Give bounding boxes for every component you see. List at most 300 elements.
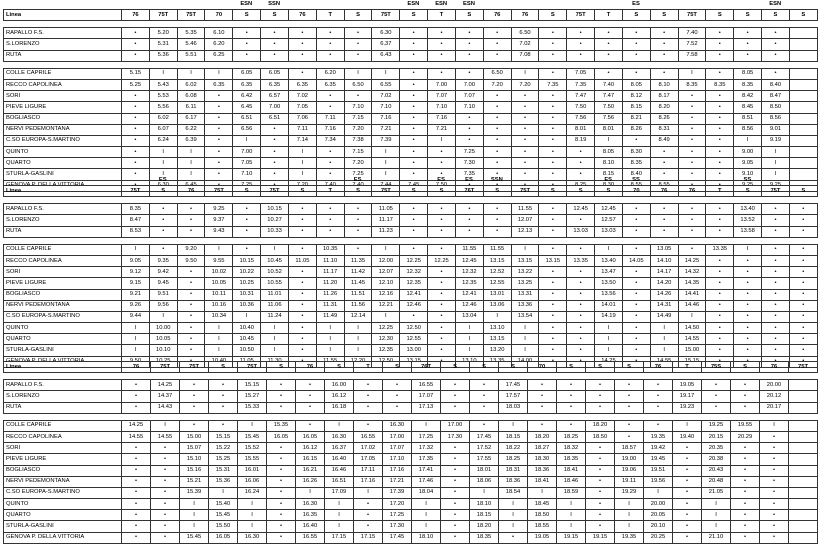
departure-time: 12.45 [567,204,595,215]
departure-time: • [678,226,706,237]
departure-time: • [149,244,177,255]
departure-time: • [567,244,595,255]
departure-time: 16.21 [296,465,325,476]
column-header: S [762,10,790,21]
departure-time: 6.10 [205,28,233,39]
column-header: 75T [238,362,267,373]
departure-time: I [511,244,539,255]
departure-time: 8.35 [706,79,734,90]
departure-time: • [455,28,483,39]
column-header: S [441,362,470,373]
departure-time: 13.35 [706,244,734,255]
departure-time: • [678,102,706,113]
departure-time: 18.59 [557,487,586,498]
departure-time: 7.20 [288,180,316,191]
departure-time: • [177,356,205,367]
column-header: 75S [702,362,731,373]
departure-time: I [261,323,289,334]
departure-time: 7.06 [288,113,316,124]
departure-time: • [622,244,650,255]
column-header: 75T [122,186,150,197]
column-header: S [650,10,678,21]
departure-time: • [470,420,499,431]
stop-name: S.LORENZO [4,391,122,402]
departure-time: 8.26 [622,124,650,135]
departure-time: • [205,124,233,135]
departure-time: I [238,521,267,532]
departure-time: 13.31 [511,289,539,300]
group-separator [4,197,818,204]
departure-time [789,454,818,465]
stop-name: C.SO EUROPA-S.MARTINO [4,135,122,146]
departure-time: I [238,499,267,510]
departure-time: 7.21 [372,124,400,135]
departure-time: 10.16 [205,300,233,311]
departure-time: 6.11 [177,102,205,113]
departure-time: • [557,420,586,431]
column-header: 75T [151,362,180,373]
departure-time: • [288,215,316,226]
departure-time: 6.02 [177,79,205,90]
column-header: S [233,186,261,197]
departure-time: I [354,487,383,498]
departure-time: • [122,487,151,498]
stop-name: QUINTO [4,499,122,510]
departure-time: 10.22 [233,267,261,278]
departure-time: • [177,226,205,237]
departure-time: • [344,244,372,255]
departure-time: • [511,91,539,102]
departure-time: I [650,334,678,345]
departure-time: 12.45 [455,255,483,266]
departure-time: 10.00 [149,323,177,334]
departure-time: • [288,334,316,345]
departure-time: I [455,345,483,356]
departure-time: 12.50 [400,323,428,334]
departure-time: • [622,334,650,345]
departure-time: • [678,124,706,135]
departure-time: • [205,102,233,113]
departure-time: 7.05 [288,102,316,113]
departure-time: I [205,323,233,334]
departure-time: 15.16 [180,465,209,476]
departure-time: • [789,311,817,322]
departure-time: 16.40 [296,521,325,532]
table-row [4,510,818,521]
departure-time: I [595,135,623,146]
departure-time: • [678,180,706,191]
departure-time: • [762,323,790,334]
departure-time: • [383,391,412,402]
service-tag: ES [158,177,167,183]
departure-time: • [706,50,734,61]
departure-time: I [615,499,644,510]
departure-time: • [428,39,456,50]
departure-time: 15.35 [267,420,296,431]
departure-time: • [595,68,623,79]
departure-time: I [595,244,623,255]
departure-time: 18.46 [557,476,586,487]
departure-time: 17.45 [470,431,499,442]
column-header: S [261,10,289,21]
departure-time: 18.10 [412,532,441,543]
departure-time: • [511,147,539,158]
departure-time: • [180,402,209,413]
departure-time: 8.19 [567,135,595,146]
departure-time: 20.17 [760,402,789,413]
departure-time: 7.40 [678,28,706,39]
departure-time: • [344,28,372,39]
departure-time: 14.41 [678,289,706,300]
departure-time: • [267,443,296,454]
departure-time: • [267,510,296,521]
departure-time: 7.21 [428,124,456,135]
departure-time: I [180,510,209,521]
departure-time: 14.55 [151,431,180,442]
departure-time: • [316,39,344,50]
departure-time: • [344,50,372,61]
departure-time: I [702,510,731,521]
departure-time: 8.40 [622,169,650,180]
departure-time: 14.55 [678,334,706,345]
departure-time: • [762,278,790,289]
departure-time: 19.00 [615,454,644,465]
column-header: 75T [511,186,539,197]
stop-name: STURLA-GASLINI [4,345,122,356]
departure-time: I [678,311,706,322]
departure-time: • [789,226,817,237]
departure-time: • [567,169,595,180]
departure-time: 21.10 [702,532,731,543]
departure-time: • [760,532,789,543]
table-row [4,28,818,39]
column-header: S [789,10,817,21]
column-header: S [499,362,528,373]
departure-time: 20.48 [702,476,731,487]
departure-time: • [122,465,151,476]
departure-time: 8.49 [650,135,678,146]
departure-time: • [734,356,762,367]
departure-time: 7.10 [233,169,261,180]
departure-time: 16.37 [325,443,354,454]
departure-time [789,124,817,135]
departure-time: 8.30 [595,180,623,191]
departure-time: • [428,28,456,39]
departure-time: 11.10 [316,255,344,266]
departure-time: I [205,68,233,79]
departure-time: • [762,334,790,345]
departure-time: • [567,215,595,226]
departure-time: 9.01 [762,124,790,135]
departure-time: 17.20 [383,499,412,510]
departure-time: I [412,420,441,431]
departure-time: • [706,28,734,39]
departure-time: • [762,215,790,226]
departure-time: 7.00 [455,79,483,90]
departure-time: • [428,215,456,226]
departure-time: • [539,345,567,356]
service-tag: ES [353,177,362,183]
departure-time: I [644,487,673,498]
departure-time: 8.01 [595,124,623,135]
departure-time: • [316,50,344,61]
departure-time: • [151,443,180,454]
column-header: S [567,186,595,197]
table-row [4,79,818,90]
column-header: S [615,362,644,373]
departure-time: 7.40 [316,180,344,191]
departure-time: • [528,402,557,413]
departure-time: • [706,215,734,226]
departure-time: 11.01 [261,289,289,300]
departure-time: 13.10 [455,356,483,367]
departure-time: 14.19 [595,311,623,322]
column-header: 75T [261,186,289,197]
departure-time: • [455,204,483,215]
departure-time: • [344,215,372,226]
departure-time: • [762,356,790,367]
column-header: S [455,10,483,21]
departure-time: 14.25 [122,420,151,431]
service-tag: SS [743,177,752,183]
departure-time: • [400,113,428,124]
column-header: S [595,186,623,197]
departure-time: I [470,487,499,498]
departure-time: • [528,380,557,391]
stop-name: RUTA [4,402,122,413]
departure-time: • [539,113,567,124]
departure-time: I [511,345,539,356]
column-header: 75T [762,186,790,197]
table-row [4,135,818,146]
departure-time: • [650,50,678,61]
table-row [4,267,818,278]
departure-time: 17.32 [412,443,441,454]
departure-time: • [122,158,150,169]
departure-time [789,476,818,487]
departure-time: 15.10 [180,454,209,465]
departure-time: 14.25 [678,255,706,266]
departure-time: 14.55 [122,431,151,442]
departure-time: 11.56 [344,300,372,311]
departure-time: 11.30 [261,356,289,367]
departure-time: I [205,345,233,356]
departure-time: I [149,169,177,180]
departure-time: • [734,334,762,345]
departure-time: 13.03 [567,226,595,237]
departure-time: • [731,510,760,521]
header-row [4,362,818,373]
departure-time: 8.45 [734,102,762,113]
table-row [4,499,818,510]
departure-time: I [261,244,289,255]
departure-time: • [177,289,205,300]
departure-time: • [650,147,678,158]
departure-time: • [678,169,706,180]
departure-time [789,402,818,413]
departure-time: • [261,135,289,146]
departure-time: 7.25 [233,180,261,191]
departure-time: 18.36 [528,465,557,476]
departure-time: 17.45 [383,532,412,543]
departure-time: 9.19 [762,135,790,146]
departure-time: I [372,311,400,322]
departure-time: 12.55 [400,334,428,345]
departure-time: 15.00 [678,345,706,356]
departure-time: 17.16 [354,476,383,487]
departure-time: 7.38 [344,135,372,146]
stop-name: QUARTO [4,510,122,521]
stop-name: SORI [4,91,122,102]
departure-time: • [400,215,428,226]
departure-time: 14.32 [678,267,706,278]
departure-time: 8.05 [734,68,762,79]
column-header: S [428,186,456,197]
departure-time: 16.55 [412,380,441,391]
departure-time: 6.24 [149,135,177,146]
column-header: 76 [760,362,789,373]
departure-time: • [122,521,151,532]
departure-time: 13.04 [455,311,483,322]
table-row [4,147,818,158]
departure-time: 6.02 [149,113,177,124]
departure-time: 6.51 [233,113,261,124]
departure-time: 8.15 [595,169,623,180]
departure-time: • [622,204,650,215]
departure-time: • [455,135,483,146]
departure-time: 16.55 [354,431,383,442]
departure-time: 16.12 [325,391,354,402]
departure-time: • [483,147,511,158]
departure-time: • [622,345,650,356]
departure-time: 11.05 [288,255,316,266]
departure-time: • [261,39,289,50]
departure-time: 7.05 [233,158,261,169]
departure-time: 9.45 [149,278,177,289]
departure-time: 15.00 [180,431,209,442]
departure-time: 15.31 [209,465,238,476]
departure-time: • [288,356,316,367]
departure-time: 18.25 [557,431,586,442]
stop-name: STURLA-GASLINI [4,169,122,180]
departure-time: • [122,510,151,521]
service-tag: ES [437,177,446,183]
stop-name: PIEVE LIGURE [4,278,122,289]
table-row [4,158,818,169]
departure-time: • [734,323,762,334]
column-header: 76T [455,186,483,197]
departure-time: • [567,334,595,345]
departure-time: • [539,300,567,311]
departure-time: I [209,487,238,498]
departure-time: 15.36 [209,476,238,487]
departure-time: 17.52 [470,443,499,454]
departure-time: • [731,499,760,510]
departure-time: • [622,28,650,39]
departure-time [789,532,818,543]
departure-time: I [122,323,150,334]
departure-time: 14.01 [595,300,623,311]
departure-time: 6.25 [205,50,233,61]
departure-time: 18.22 [499,443,528,454]
departure-time: • [122,454,151,465]
departure-time: I [412,521,441,532]
departure-time: 9.21 [122,289,150,300]
stop-name: QUINTO [4,147,122,158]
departure-time: • [762,267,790,278]
departure-time: 12.30 [372,334,400,345]
departure-time: • [483,135,511,146]
departure-time: • [261,28,289,39]
departure-time: 16.46 [325,465,354,476]
departure-time: I [325,499,354,510]
departure-time: 17.00 [441,420,470,431]
departure-time: • [586,487,615,498]
departure-time: 19.35 [644,431,673,442]
table-row [4,476,818,487]
departure-time: 16.51 [325,476,354,487]
departure-time: 9.25 [734,180,762,191]
departure-time: 6.50 [511,28,539,39]
departure-time: • [557,391,586,402]
departure-time: • [483,124,511,135]
departure-time: 9.10 [734,169,762,180]
departure-time: 19.56 [644,476,673,487]
departure-time: I [511,334,539,345]
departure-time: • [789,300,817,311]
departure-time: 7.39 [372,135,400,146]
departure-time: • [762,300,790,311]
column-header: S [539,10,567,21]
departure-time: • [122,102,150,113]
departure-time: 13.52 [734,215,762,226]
departure-time: 17.46 [412,476,441,487]
departure-time: • [567,147,595,158]
departure-time: • [344,226,372,237]
departure-time: 13.15 [483,334,511,345]
departure-time: • [428,244,456,255]
table-row [4,124,818,135]
departure-time: 6.35 [316,79,344,90]
departure-time: 13.05 [650,244,678,255]
departure-time: • [483,226,511,237]
departure-time: • [789,323,817,334]
service-tag: ESN [240,1,253,7]
departure-time: • [762,255,790,266]
departure-time: • [706,113,734,124]
departure-time: I [528,487,557,498]
departure-time: 18.10 [470,499,499,510]
departure-time: • [354,521,383,532]
departure-time: I [650,345,678,356]
departure-time: 13.06 [483,300,511,311]
departure-time: 11.35 [344,255,372,266]
stop-name: C.SO EUROPA-S.MARTINO [4,487,122,498]
group-separator [4,237,818,244]
departure-time: • [567,300,595,311]
timetable-table [3,361,818,544]
departure-time [789,443,818,454]
departure-time: 8.20 [650,102,678,113]
departure-time: • [539,278,567,289]
departure-time: • [400,91,428,102]
departure-time: • [316,158,344,169]
column-header: 76 [678,186,706,197]
departure-time: • [760,443,789,454]
departure-time: 5.46 [177,39,205,50]
departure-time: 8.15 [622,102,650,113]
departure-time: 10.33 [261,226,289,237]
